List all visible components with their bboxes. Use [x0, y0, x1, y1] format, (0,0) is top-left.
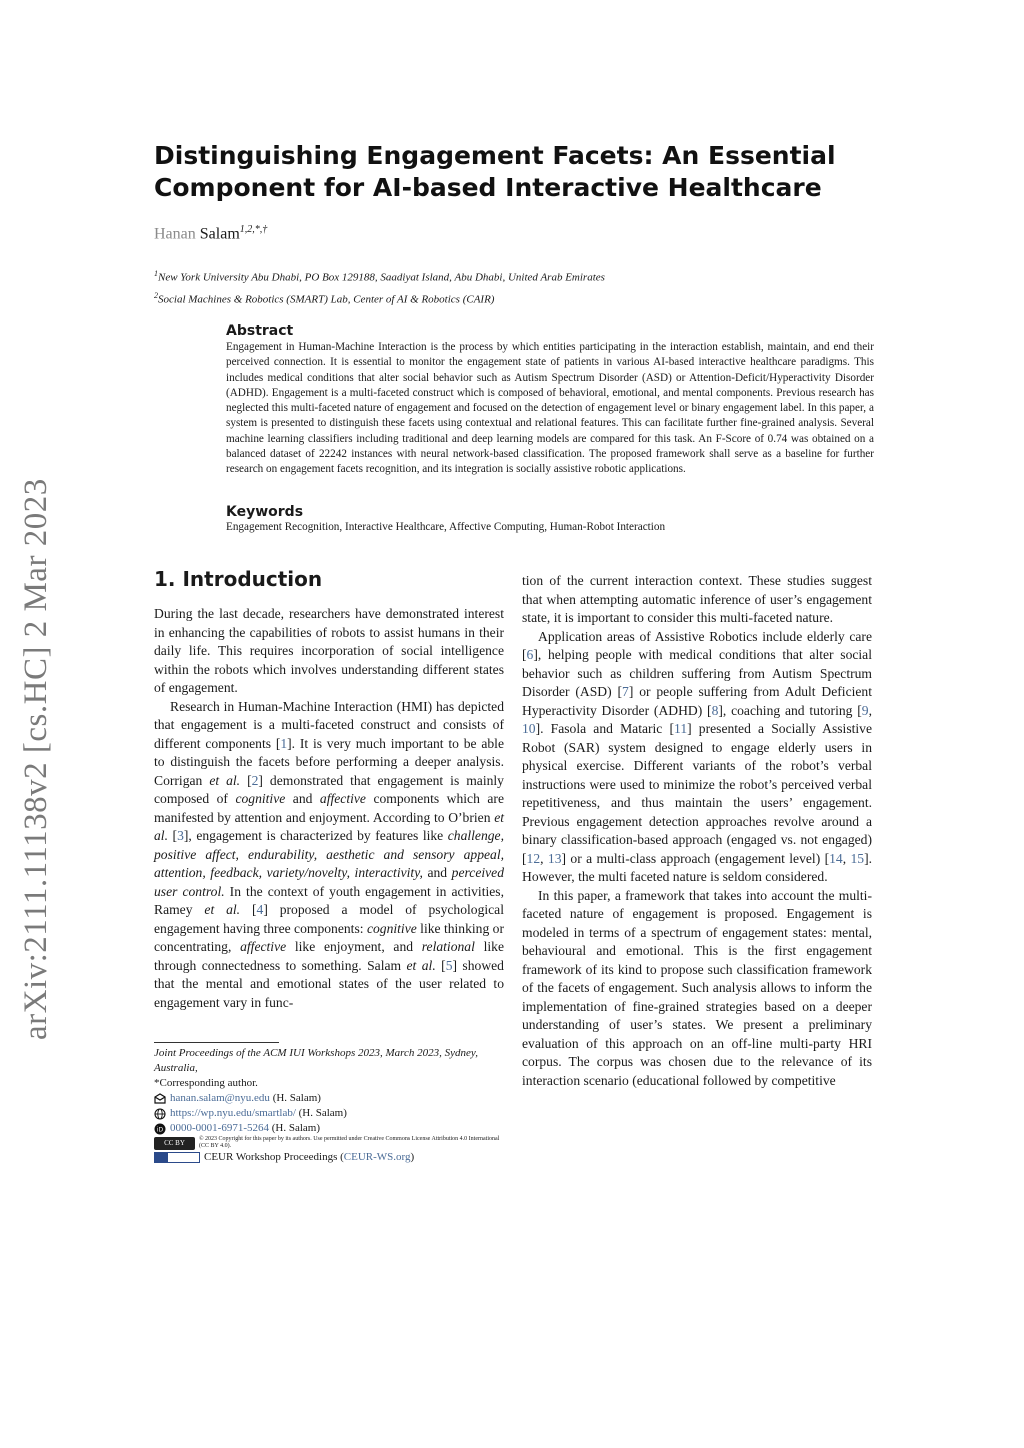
citation[interactable]: 9: [861, 702, 869, 718]
citation[interactable]: 1: [280, 735, 288, 751]
author-affiliation-marks: 1,2,*,†: [239, 224, 268, 235]
section-heading-introduction: 1. Introduction: [154, 567, 323, 591]
globe-icon: [154, 1108, 166, 1120]
abstract-heading: Abstract: [226, 323, 294, 339]
citation[interactable]: 10: [522, 721, 536, 736]
affiliation-2: $^2$Social Machines & Robotics (SMART) Lab, Center of AI & Robotics (CAIR): [154, 290, 495, 306]
proceedings-note: Joint Proceedings of the ACM IUI Workshops 2023, March 2023, Sydney, Australia,: [154, 1047, 478, 1074]
orcid-line: iD 0000-0001-6971-5264 (H. Salam): [154, 1121, 510, 1136]
citation[interactable]: 6: [526, 647, 534, 662]
paragraph: Application areas of Assistive Robotics include elderly care [6], helping people with medical conditions that alter social behavior such as children suffering from Autism Spectrum Disorder (ASD) [7] or people suffering from Adult Deficient Hyperactivity Disorder (ADHD) [8], coaching and tutoring [9, 10]. Fasola and Mataric [11] presented a Socially Assistive Robot (SAR) system designed to engage elderly users in physical exercise. Different variants of the robot’s verbal instructions were used to minimize the robot’s perceived verbal repetitiveness, and thus maintain the users’ engagement. Previous engagement detection approaches revolve around a binary classification-based approach (engaged vs. not engaged) [12, 13] or a multi-class approach (engagement level) [14, 15]. However, the multi faceted nature is seldom considered.: [522, 628, 873, 884]
keywords-heading: Keywords: [226, 504, 304, 520]
citation[interactable]: 14: [829, 850, 843, 866]
ceur-logo: [154, 1152, 200, 1163]
envelope-icon: [154, 1093, 166, 1105]
keywords-text: Engagement Recognition, Interactive Healthcare, Affective Computing, Human-Robot Interaction: [226, 521, 666, 533]
body-column-right: [522, 572, 872, 1090]
affiliation-1: $^1$New York University Abu Dhabi, PO Box 129188, Saadiyat Island, Abu Dhabi, United Arab Emirates: [154, 269, 605, 284]
footnote-divider: [154, 1042, 279, 1043]
citation[interactable]: 12: [526, 850, 541, 866]
citation[interactable]: 15: [850, 850, 865, 866]
citation[interactable]: 2: [251, 772, 259, 788]
email-link[interactable]: hanan.salam@nyu.edu: [170, 1092, 270, 1104]
title-line-2: Component for AI-based Interactive Healthcare: [154, 173, 822, 202]
paragraph: Research in Human-Machine Interaction (HMI) has depicted that engagement is a multi-faceted construct and consists of different components [1]. It is very much important to be able to distinguish the facets before performing a deeper analysis. Corrigan et al. [2] demonstrated that engagement is mainly composed of cognitive and affective components which are manifested by attention and enjoyment. According to O’brien et al. [3], engagement is characterized by features like challenge, positive affect, endurability, aesthetic and sensory appeal, attention, feedback, variety/novelty, interactivity, and perceived user control. In the context of youth engagement in activities, Ramey et al. [4] proposed a model of psychological engagement having three components: cognitive like thinking or concentrating, affective like enjoyment, and relational like through connectedness to something. Salam et al. [5] showed that the mental and emotional states of the user related to engagement vary in func-: [154, 698, 505, 1010]
creative-commons-badge: CC BY: [154, 1137, 195, 1150]
email-line: hanan.salam@nyu.edu (H. Salam): [154, 1091, 510, 1106]
website-line: https://wp.nyu.edu/smartlab/ (H. Salam): [154, 1106, 510, 1121]
keywords-section: [226, 504, 874, 533]
paper-title: [154, 140, 854, 204]
citation[interactable]: 3: [177, 828, 184, 843]
citation[interactable]: 13: [547, 850, 562, 866]
affiliations: [154, 265, 605, 308]
citation[interactable]: 8: [711, 702, 719, 718]
citation[interactable]: 4: [256, 902, 264, 917]
orcid-link[interactable]: 0000-0001-6971-5264: [170, 1122, 269, 1134]
footnotes: [154, 1046, 510, 1165]
citation[interactable]: 11: [674, 721, 688, 736]
license-line: [154, 1136, 510, 1150]
author-family-name: Salam: [199, 225, 240, 243]
orcid-icon: [154, 1123, 166, 1135]
author-given-name: Hanan: [154, 225, 196, 243]
website-link[interactable]: https://wp.nyu.edu/smartlab/: [170, 1107, 296, 1119]
corresponding-note: *Corresponding author.: [154, 1077, 258, 1089]
abstract-text: Engagement in Human-Machine Interaction is the process by which entities participating in the interaction establish, maintain, and end their perceived connection. It is essential to monitor the engagement state of patients in various AI-based interactive healthcare paradigms. This includes medical conditions that alter social behavior such as Autism Spectrum Disorder (ASD) or Attention-Deficit/Hyperactivity Disorder (ADHD). Engagement is a multi-faceted construct which is composed of behavioral, emotional, and mental components. Previous research has neglected this multi-faceted nature of engagement and focused on the detection of engagement level or binary engagement label. In this paper, a system is presented to distinguish these facets using contextual and relational features. This can facilitate further fine-grained analysis. Several machine learning classifiers including traditional and deep learning models are compared for this task. An F-Score of 0.74 was obtained on a balanced dataset of 22242 instances with neural network-based classification. The proposed framework shall serve as a baseline for further research on engagement facets recognition, and its integration is socially assistive robotic applications.: [226, 341, 874, 476]
title-line-1: Distinguishing Engagement Facets: An Essential: [154, 141, 836, 170]
paragraph: During the last decade, researchers have demonstrated interest in enhancing the capabilities of robots to assist humans in their daily life. This requires incorporation of social intelligence within the robots which involves understanding different states of engagement.: [154, 606, 504, 695]
abstract-section: [226, 323, 874, 478]
svg-text:iD: iD: [156, 1126, 164, 1133]
paragraph: In this paper, a framework that takes into account the multi-faceted nature of engagement is proposed. Engagement is modeled in terms of a spectrum of engagement states: mental, behavioural and emotional. This is the first engagement framework of its kind to propose such classification framework of the facets of engagement. Such analysis allows to inform the implementation of fine-grained strategies based on a deeper understanding of user’s states. We present a preliminary evaluation of this approach on an off-line multi-party HRI corpus. The corpus was chosen due to the relevance of its interaction scenario (educational followed by competitive: [522, 887, 872, 1088]
license-text: © 2023 Copyright for this paper by its authors. Use permitted under Creative Commons License Attribution 4.0 International (CC BY 4.0).: [198, 1136, 500, 1149]
ceur-line: CEUR Workshop Proceedings (CEUR-WS.org): [154, 1150, 510, 1165]
arxiv-identifier: arXiv:2111.11138v2 [cs.HC] 2 Mar 2023: [18, 478, 54, 1040]
author-line: [154, 224, 267, 243]
body-column-left: [154, 605, 504, 1012]
citation[interactable]: 7: [622, 684, 629, 699]
paragraph: tion of the current interaction context. These studies suggest that when attempting automatic inference of user’s engagement state, it is important to consider this multi-faceted nature.: [522, 573, 872, 625]
citation[interactable]: 5: [445, 957, 453, 973]
ceur-link[interactable]: CEUR-WS.org: [343, 1151, 411, 1163]
